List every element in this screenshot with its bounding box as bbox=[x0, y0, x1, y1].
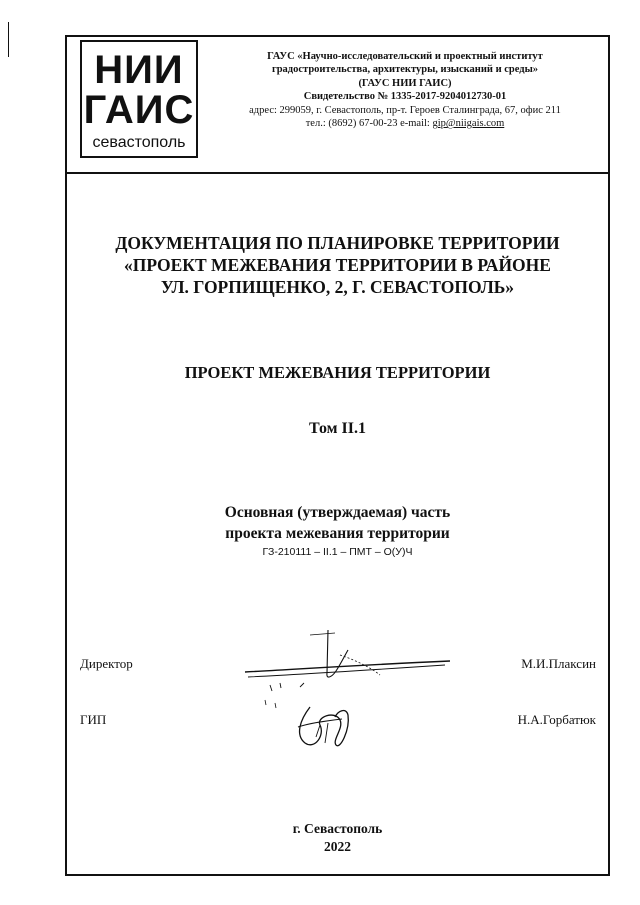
document-part bbox=[65, 502, 610, 544]
part-line-2: проекта межевания территории bbox=[225, 525, 450, 542]
niigais-logo bbox=[80, 40, 198, 158]
city: г. Севастополь bbox=[292, 821, 383, 836]
director-role: Директор bbox=[80, 656, 133, 671]
volume-number: Том II.1 bbox=[309, 420, 366, 437]
scan-margin-mark bbox=[8, 22, 9, 57]
email-prefix: e-mail: bbox=[400, 118, 433, 130]
title-line-1: ДОКУМЕНТАЦИЯ ПО ПЛАНИРОВКЕ ТЕРРИТОРИИ bbox=[115, 233, 560, 253]
director-name: М.И.Плаксин bbox=[521, 656, 596, 671]
logo-line-2: ГАИС bbox=[83, 88, 195, 132]
document-code: ГЗ-210111 – II.1 – ПМТ – О(У)Ч bbox=[262, 546, 413, 558]
handwritten-signatures bbox=[240, 625, 460, 765]
org-short-name: (ГАУС НИИ ГАИС) bbox=[358, 77, 452, 89]
document-subtitle: ПРОЕКТ МЕЖЕВАНИЯ ТЕРРИТОРИИ bbox=[184, 363, 491, 382]
title-line-3: УЛ. ГОРПИЩЕНКО, 2, Г. СЕВАСТОПОЛЬ» bbox=[160, 277, 515, 297]
org-contacts bbox=[205, 117, 605, 130]
logo-line-3: севастополь bbox=[92, 134, 186, 151]
gip-role: ГИП bbox=[80, 712, 107, 727]
title-line-2: «ПРОЕКТ МЕЖЕВАНИЯ ТЕРРИТОРИИ В РАЙОНЕ bbox=[124, 255, 551, 275]
org-phone: тел.: (8692) 67-00-23 bbox=[305, 118, 398, 130]
logo-line-1: НИИ bbox=[94, 48, 184, 92]
email-link[interactable]: gip@niigais.com bbox=[432, 118, 505, 130]
organization-info bbox=[205, 50, 605, 130]
org-email-block bbox=[400, 118, 504, 129]
gip-name: Н.А.Горбатюк bbox=[517, 712, 596, 727]
org-name-line-1: ГАУС «Научно-исследовательский и проектный институт bbox=[267, 51, 543, 62]
org-address: адрес: 299059, г. Севастополь, пр-т. Героев Сталинграда, 67, офис 211 bbox=[249, 104, 561, 116]
document-title bbox=[65, 232, 610, 298]
certificate-number: Свидетельство № 1335-2017-9204012730-01 bbox=[303, 91, 507, 103]
footer-city-year bbox=[65, 820, 610, 856]
header-divider bbox=[65, 172, 610, 174]
part-line-1: Основная (утверждаемая) часть bbox=[224, 504, 451, 521]
year: 2022 bbox=[324, 839, 351, 854]
org-name-line-2: градостроительства, архитектуры, изысканий и среды» bbox=[271, 64, 539, 76]
